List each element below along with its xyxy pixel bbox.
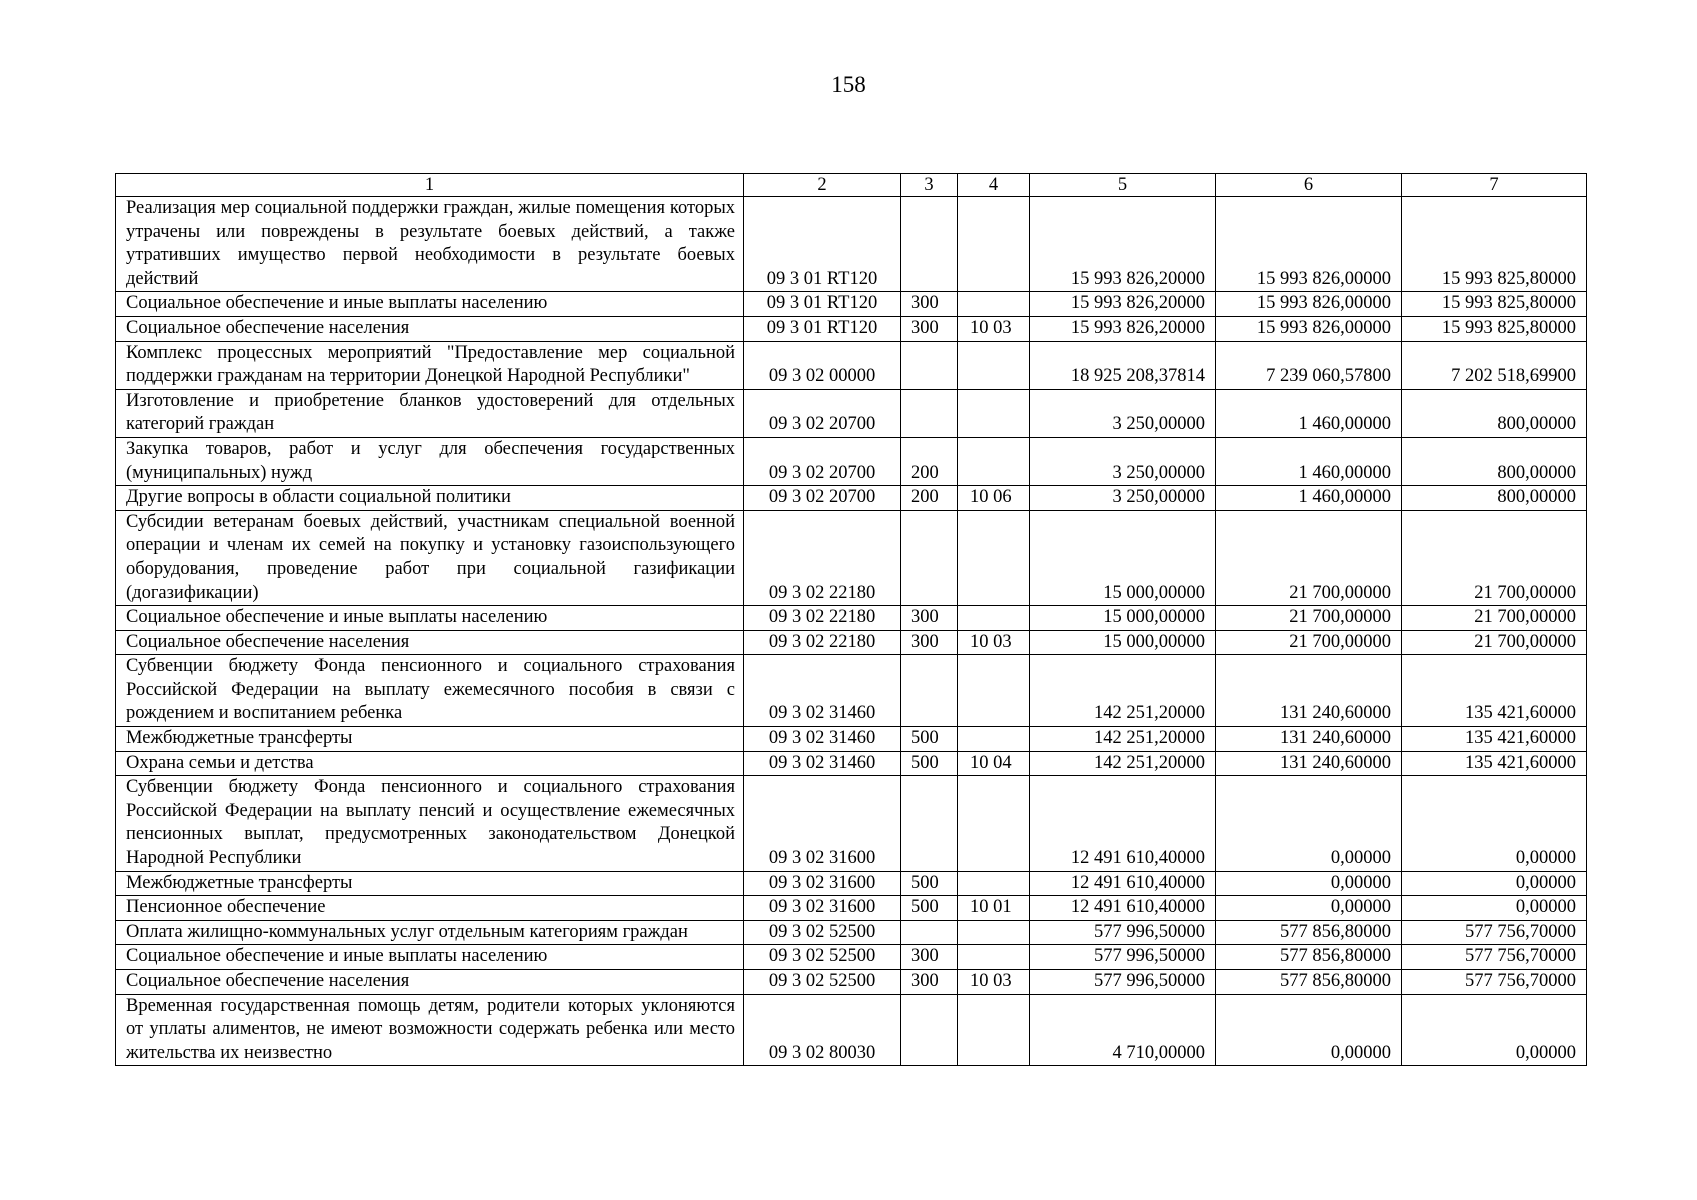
amount-cell: 0,00000 — [1402, 776, 1587, 871]
expense-type-cell: 300 — [901, 945, 958, 970]
amount-cell: 0,00000 — [1402, 896, 1587, 921]
section-cell — [958, 341, 1030, 389]
column-header: 7 — [1402, 174, 1587, 197]
target-article-cell: 09 3 02 31460 — [744, 751, 901, 776]
section-cell: 10 04 — [958, 751, 1030, 776]
expense-type-cell — [901, 920, 958, 945]
amount-cell: 142 251,20000 — [1030, 751, 1216, 776]
target-article-cell: 09 3 02 22180 — [744, 510, 901, 605]
amount-cell: 577 856,80000 — [1216, 920, 1402, 945]
section-cell — [958, 727, 1030, 752]
target-article-cell: 09 3 02 22180 — [744, 606, 901, 631]
table-row — [116, 389, 1587, 437]
amount-cell: 577 996,50000 — [1030, 945, 1216, 970]
section-cell — [958, 606, 1030, 631]
row-name-cell: Оплата жилищно-коммунальных услуг отдельным категориям граждан — [116, 920, 744, 945]
amount-cell: 577 756,70000 — [1402, 945, 1587, 970]
table-header-row — [116, 174, 1587, 197]
target-article-cell: 09 3 01 RT120 — [744, 197, 901, 292]
expense-type-cell — [901, 994, 958, 1066]
amount-cell: 577 856,80000 — [1216, 945, 1402, 970]
table-row — [116, 486, 1587, 511]
expense-type-cell: 200 — [901, 486, 958, 511]
amount-cell: 4 710,00000 — [1030, 994, 1216, 1066]
section-cell — [958, 655, 1030, 727]
amount-cell: 12 491 610,40000 — [1030, 896, 1216, 921]
table-row — [116, 994, 1587, 1066]
amount-cell: 577 996,50000 — [1030, 920, 1216, 945]
amount-cell: 0,00000 — [1216, 776, 1402, 871]
amount-cell: 3 250,00000 — [1030, 437, 1216, 485]
section-cell — [958, 197, 1030, 292]
section-cell — [958, 776, 1030, 871]
amount-cell: 15 993 826,00000 — [1216, 316, 1402, 341]
table-row — [116, 896, 1587, 921]
expense-type-cell: 500 — [901, 871, 958, 896]
amount-cell: 15 000,00000 — [1030, 510, 1216, 605]
table-row — [116, 776, 1587, 871]
expense-type-cell: 500 — [901, 727, 958, 752]
table-row — [116, 945, 1587, 970]
row-name-cell: Социальное обеспечение населения — [116, 316, 744, 341]
table-row — [116, 727, 1587, 752]
section-cell — [958, 389, 1030, 437]
amount-cell: 15 993 826,20000 — [1030, 292, 1216, 317]
target-article-cell: 09 3 02 31600 — [744, 896, 901, 921]
amount-cell: 135 421,60000 — [1402, 655, 1587, 727]
expense-type-cell — [901, 655, 958, 727]
amount-cell: 21 700,00000 — [1216, 510, 1402, 605]
target-article-cell: 09 3 02 52500 — [744, 970, 901, 995]
column-header: 5 — [1030, 174, 1216, 197]
target-article-cell: 09 3 01 RT120 — [744, 292, 901, 317]
table-row — [116, 292, 1587, 317]
amount-cell: 800,00000 — [1402, 437, 1587, 485]
amount-cell: 12 491 610,40000 — [1030, 871, 1216, 896]
amount-cell: 131 240,60000 — [1216, 751, 1402, 776]
amount-cell: 142 251,20000 — [1030, 727, 1216, 752]
amount-cell: 15 993 826,20000 — [1030, 197, 1216, 292]
section-cell: 10 01 — [958, 896, 1030, 921]
amount-cell: 142 251,20000 — [1030, 655, 1216, 727]
section-cell: 10 06 — [958, 486, 1030, 511]
row-name-cell: Социальное обеспечение населения — [116, 970, 744, 995]
amount-cell: 15 000,00000 — [1030, 606, 1216, 631]
amount-cell: 0,00000 — [1402, 871, 1587, 896]
target-article-cell: 09 3 02 31460 — [744, 727, 901, 752]
row-name-cell: Пенсионное обеспечение — [116, 896, 744, 921]
amount-cell: 577 756,70000 — [1402, 920, 1587, 945]
target-article-cell: 09 3 02 80030 — [744, 994, 901, 1066]
amount-cell: 800,00000 — [1402, 486, 1587, 511]
row-name-cell: Социальное обеспечение и иные выплаты населению — [116, 945, 744, 970]
section-cell: 10 03 — [958, 316, 1030, 341]
amount-cell: 7 202 518,69900 — [1402, 341, 1587, 389]
row-name-cell: Реализация мер социальной поддержки граждан, жилые помещения которых утрачены или повреждены в результате боевых действий, а также утративших имущество первой необходимости в результате боевых действий — [116, 197, 744, 292]
target-article-cell: 09 3 02 31600 — [744, 776, 901, 871]
table-row — [116, 920, 1587, 945]
amount-cell: 1 460,00000 — [1216, 389, 1402, 437]
expense-type-cell — [901, 389, 958, 437]
section-cell — [958, 871, 1030, 896]
amount-cell: 800,00000 — [1402, 389, 1587, 437]
target-article-cell: 09 3 02 20700 — [744, 389, 901, 437]
row-name-cell: Социальное обеспечение населения — [116, 630, 744, 655]
section-cell — [958, 510, 1030, 605]
amount-cell: 1 460,00000 — [1216, 486, 1402, 511]
amount-cell: 15 000,00000 — [1030, 630, 1216, 655]
section-cell — [958, 920, 1030, 945]
amount-cell: 21 700,00000 — [1216, 606, 1402, 631]
amount-cell: 15 993 826,00000 — [1216, 292, 1402, 317]
budget-table — [115, 173, 1587, 1066]
row-name-cell: Субвенции бюджету Фонда пенсионного и социального страхования Российской Федерации на выплату пенсий и осуществление ежемесячных пенсионных выплат, предусмотренных законодательством Донецкой Народной Республики — [116, 776, 744, 871]
row-name-cell: Межбюджетные трансферты — [116, 871, 744, 896]
expense-type-cell: 300 — [901, 970, 958, 995]
amount-cell: 0,00000 — [1216, 896, 1402, 921]
target-article-cell: 09 3 02 20700 — [744, 437, 901, 485]
row-name-cell: Охрана семьи и детства — [116, 751, 744, 776]
amount-cell: 15 993 825,80000 — [1402, 316, 1587, 341]
target-article-cell: 09 3 02 20700 — [744, 486, 901, 511]
expense-type-cell — [901, 341, 958, 389]
expense-type-cell: 300 — [901, 630, 958, 655]
target-article-cell: 09 3 02 22180 — [744, 630, 901, 655]
table-row — [116, 437, 1587, 485]
amount-cell: 131 240,60000 — [1216, 655, 1402, 727]
section-cell — [958, 945, 1030, 970]
row-name-cell: Временная государственная помощь детям, родители которых уклоняются от уплаты алиментов, не имеют возможности содержать ребенка или место жительства их неизвестно — [116, 994, 744, 1066]
amount-cell: 0,00000 — [1402, 994, 1587, 1066]
expense-type-cell — [901, 197, 958, 292]
column-header: 3 — [901, 174, 958, 197]
amount-cell: 0,00000 — [1216, 994, 1402, 1066]
amount-cell: 21 700,00000 — [1216, 630, 1402, 655]
target-article-cell: 09 3 02 00000 — [744, 341, 901, 389]
target-article-cell: 09 3 02 31600 — [744, 871, 901, 896]
target-article-cell: 09 3 01 RT120 — [744, 316, 901, 341]
section-cell — [958, 994, 1030, 1066]
table-row — [116, 606, 1587, 631]
row-name-cell: Социальное обеспечение и иные выплаты населению — [116, 606, 744, 631]
row-name-cell: Другие вопросы в области социальной политики — [116, 486, 744, 511]
target-article-cell: 09 3 02 52500 — [744, 945, 901, 970]
amount-cell: 577 756,70000 — [1402, 970, 1587, 995]
expense-type-cell: 300 — [901, 606, 958, 631]
section-cell — [958, 437, 1030, 485]
amount-cell: 15 993 825,80000 — [1402, 197, 1587, 292]
row-name-cell: Субвенции бюджету Фонда пенсионного и социального страхования Российской Федерации на выплату ежемесячного пособия в связи с рождением и воспитанием ребенка — [116, 655, 744, 727]
amount-cell: 12 491 610,40000 — [1030, 776, 1216, 871]
table-row — [116, 316, 1587, 341]
amount-cell: 18 925 208,37814 — [1030, 341, 1216, 389]
table-row — [116, 630, 1587, 655]
target-article-cell: 09 3 02 31460 — [744, 655, 901, 727]
section-cell: 10 03 — [958, 970, 1030, 995]
amount-cell: 21 700,00000 — [1402, 606, 1587, 631]
table-row — [116, 871, 1587, 896]
page-number: 158 — [831, 72, 866, 97]
row-name-cell: Межбюджетные трансферты — [116, 727, 744, 752]
amount-cell: 0,00000 — [1216, 871, 1402, 896]
amount-cell: 15 993 825,80000 — [1402, 292, 1587, 317]
expense-type-cell: 300 — [901, 292, 958, 317]
amount-cell: 15 993 826,00000 — [1216, 197, 1402, 292]
amount-cell: 577 996,50000 — [1030, 970, 1216, 995]
row-name-cell: Социальное обеспечение и иные выплаты населению — [116, 292, 744, 317]
amount-cell: 135 421,60000 — [1402, 751, 1587, 776]
table-row — [116, 970, 1587, 995]
table-row — [116, 197, 1587, 292]
row-name-cell: Изготовление и приобретение бланков удостоверений для отдельных категорий граждан — [116, 389, 744, 437]
expense-type-cell — [901, 510, 958, 605]
row-name-cell: Субсидии ветеранам боевых действий, участникам специальной военной операции и членам их семей на покупку и установку газоиспользующего оборудования, проведение работ при социальной газификации (догазификации) — [116, 510, 744, 605]
section-cell — [958, 292, 1030, 317]
expense-type-cell: 500 — [901, 751, 958, 776]
amount-cell: 21 700,00000 — [1402, 630, 1587, 655]
expense-type-cell: 200 — [901, 437, 958, 485]
target-article-cell: 09 3 02 52500 — [744, 920, 901, 945]
table-row — [116, 510, 1587, 605]
amount-cell: 577 856,80000 — [1216, 970, 1402, 995]
table-row — [116, 341, 1587, 389]
row-name-cell: Закупка товаров, работ и услуг для обеспечения государственных (муниципальных) нужд — [116, 437, 744, 485]
amount-cell: 135 421,60000 — [1402, 727, 1587, 752]
column-header: 1 — [116, 174, 744, 197]
expense-type-cell: 500 — [901, 896, 958, 921]
table-body — [116, 174, 1587, 1066]
expense-type-cell: 300 — [901, 316, 958, 341]
amount-cell: 3 250,00000 — [1030, 389, 1216, 437]
amount-cell: 3 250,00000 — [1030, 486, 1216, 511]
amount-cell: 1 460,00000 — [1216, 437, 1402, 485]
amount-cell: 131 240,60000 — [1216, 727, 1402, 752]
column-header: 4 — [958, 174, 1030, 197]
table-row — [116, 655, 1587, 727]
amount-cell: 7 239 060,57800 — [1216, 341, 1402, 389]
row-name-cell: Комплекс процессных мероприятий "Предоставление мер социальной поддержки гражданам на территории Донецкой Народной Республики" — [116, 341, 744, 389]
amount-cell: 21 700,00000 — [1402, 510, 1587, 605]
amount-cell: 15 993 826,20000 — [1030, 316, 1216, 341]
column-header: 2 — [744, 174, 901, 197]
section-cell: 10 03 — [958, 630, 1030, 655]
table-row — [116, 751, 1587, 776]
column-header: 6 — [1216, 174, 1402, 197]
expense-type-cell — [901, 776, 958, 871]
